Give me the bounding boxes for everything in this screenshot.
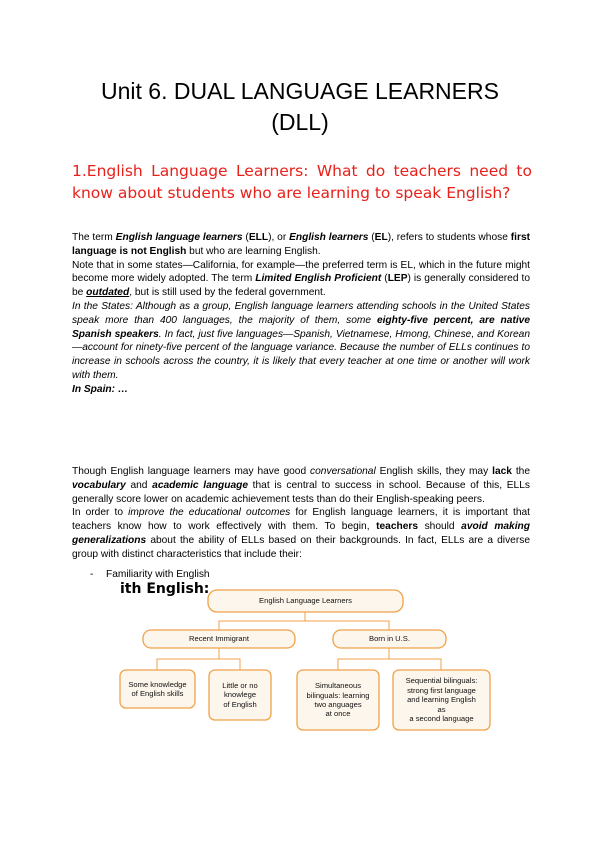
connector-bu-left bbox=[338, 648, 389, 670]
node-recent-immigrant: Recent Immigrant bbox=[189, 634, 249, 644]
connector-ri-right bbox=[219, 659, 240, 670]
paragraph-ell-definition: The term English language learners (ELL), or English learners (EL), refers to students whose first language is not English but who are learning English. bbox=[72, 232, 530, 257]
title-line-2: (DLL) bbox=[271, 109, 329, 135]
bullet-dash: - bbox=[90, 569, 94, 580]
connector-root-left bbox=[219, 612, 305, 630]
cropped-heading-text: ith English: bbox=[120, 581, 210, 597]
title-line-1: Unit 6. DUAL LANGUAGE LEARNERS bbox=[101, 78, 499, 104]
connector-ri-left bbox=[157, 648, 219, 670]
node-little-or-no-knowledge: Little or no knowlege of English bbox=[222, 680, 258, 709]
paragraph-in-the-states: In the States: Although as a group, English language learners attending schools in the United States speak more than 400 languages, the majority of them, some eighty-five percent, are native Spanish speakers. In fact, just five languages—Spanish, Vietnamese, Hmong, Chinese, and Korean—account for ninety-five percent of the language variance. Because the number of ELLs continues to increase in schools across the country, it is likely that every teacher at one time or another will work with them. bbox=[72, 300, 530, 381]
bullet-text: Familiarity with English bbox=[106, 569, 210, 580]
paragraph-in-spain: In Spain: … bbox=[72, 383, 129, 395]
node-english-language-learners: English Language Learners bbox=[259, 596, 352, 606]
paragraph-terminology: Note that in some states—California, for example—the preferred term is EL, which in the future might become more widely adopted. The term Limited English Proficient (LEP) is generally considered to be outdated, but is still used by the federal government. bbox=[72, 259, 530, 299]
paragraph-educational-outcomes: In order to improve the educational outcomes for English language learners, it is important that teachers know how to work effectively with them. To begin, teachers should avoid making generalizations about the ability of ELLs based on their backgrounds. In fact, ELLs are a diverse group with distinct characteristics that include their: bbox=[72, 507, 530, 560]
paragraph-academic-language: Though English language learners may have good conversational English skills, they may lack the vocabulary and academic language that is central to success in school. Because of this, ELLs generally score lower on academic achievement tests than do their English-speaking peers. bbox=[72, 466, 531, 505]
connector-root-right bbox=[305, 621, 389, 630]
node-some-knowledge: Some knowledge of English skills bbox=[128, 679, 187, 698]
section-heading: 1.English Language Learners: What do teachers need to know about students who are learning to speak English? bbox=[72, 162, 532, 202]
connector-bu-right bbox=[389, 659, 441, 670]
node-born-in-us: Born in U.S. bbox=[369, 634, 410, 644]
node-simultaneous-bilinguals: Simultaneous bilinguals: learning two anguages at once bbox=[306, 681, 370, 719]
node-sequential-bilinguals: Sequential bilinguals: strong first language and learning English as a second language bbox=[405, 676, 478, 724]
